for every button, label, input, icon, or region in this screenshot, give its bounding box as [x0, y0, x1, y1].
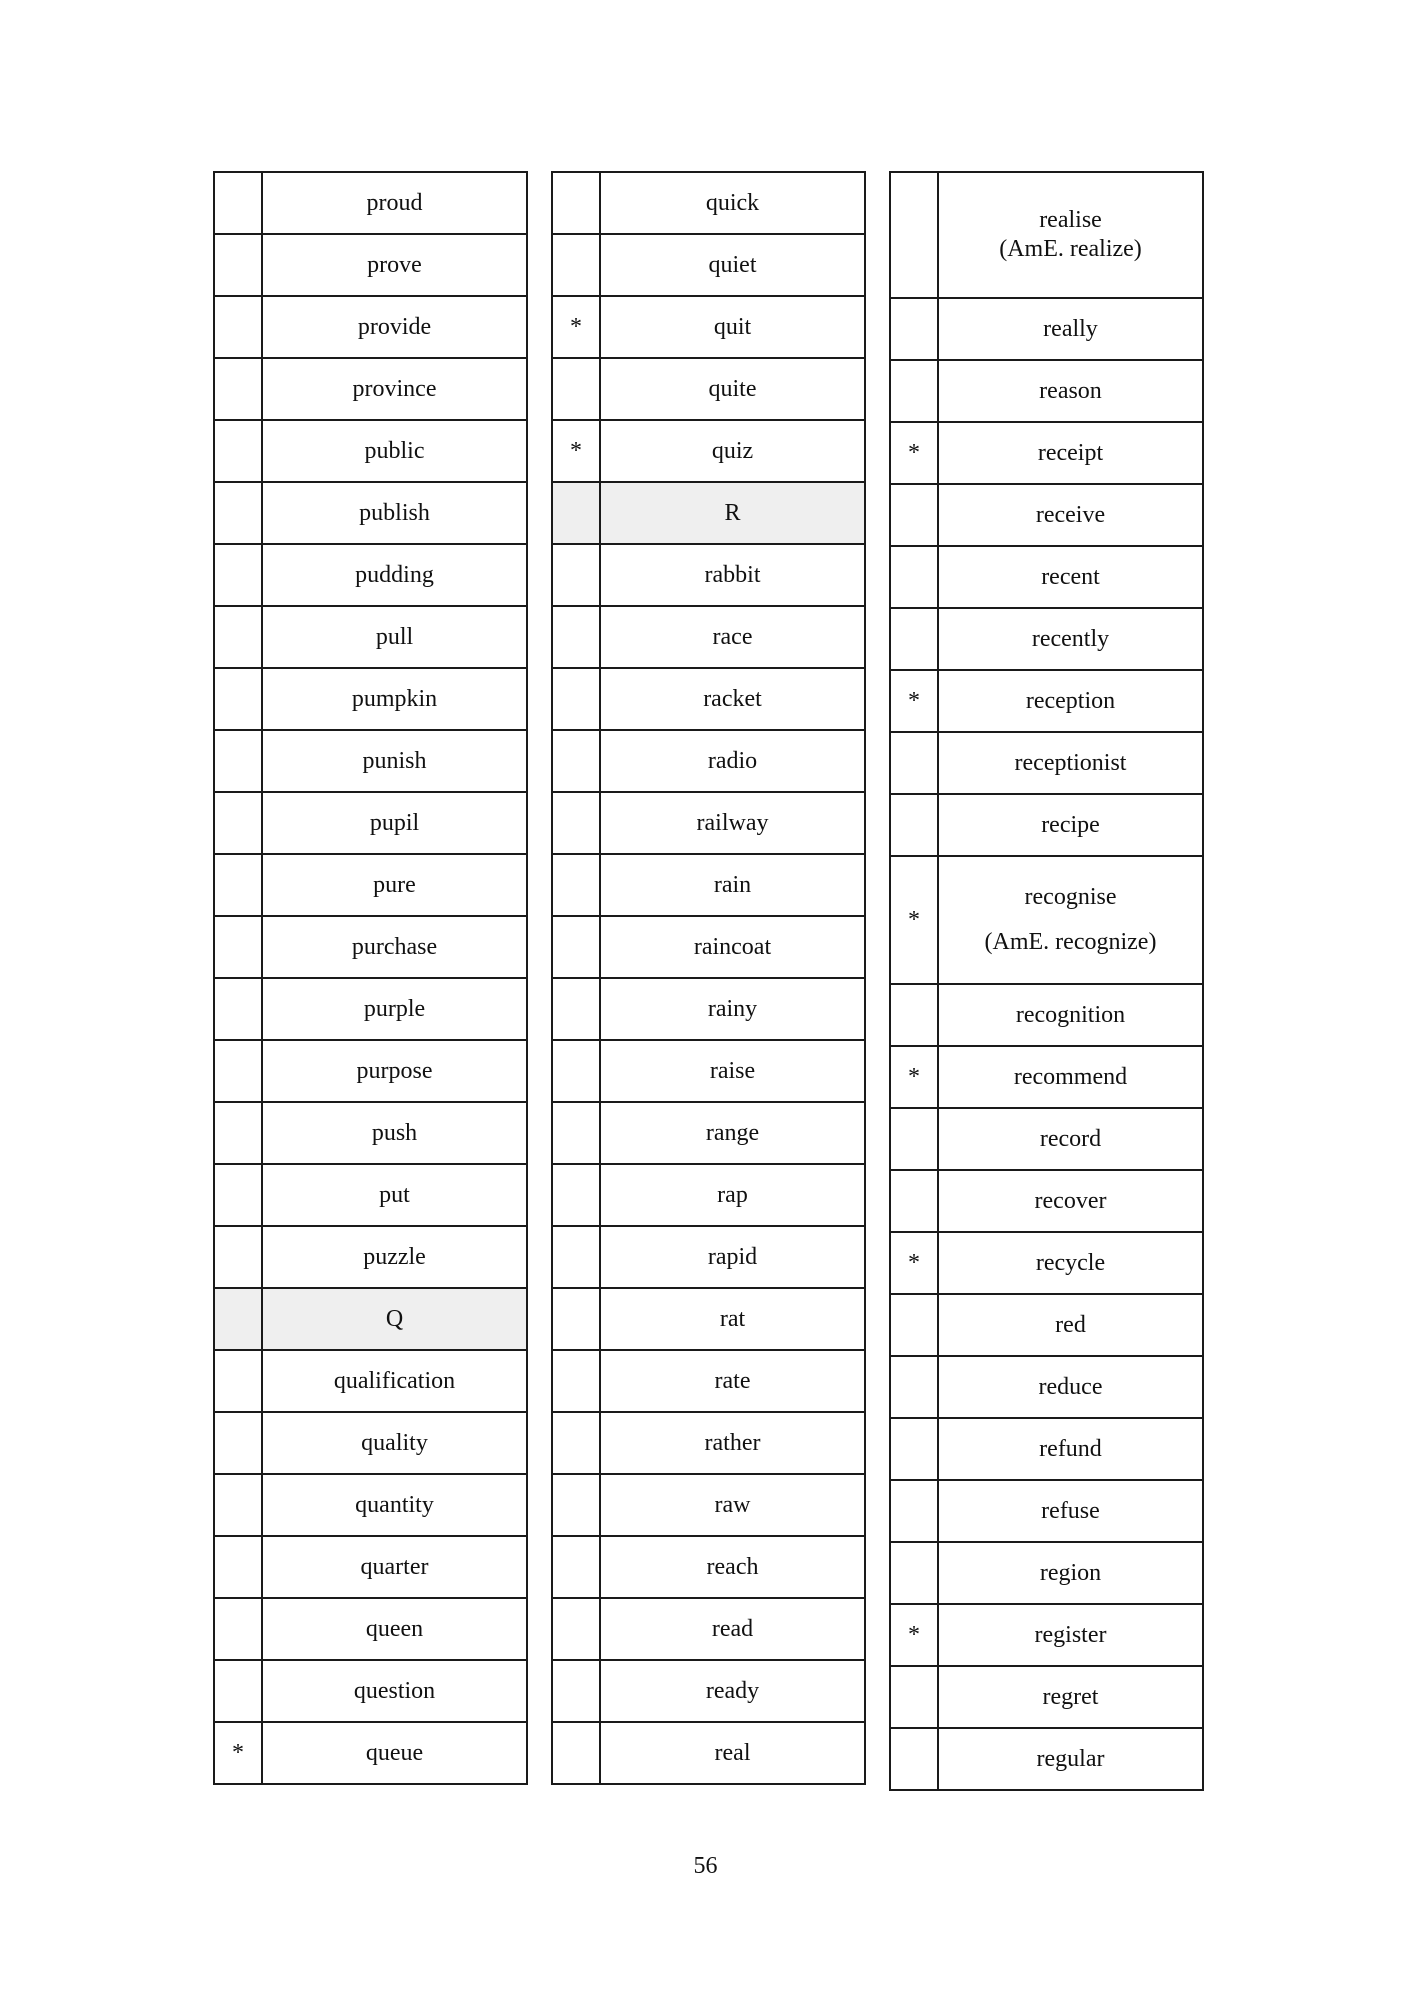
mark-cell — [214, 296, 262, 358]
word-cell: rather — [600, 1412, 865, 1474]
table-row — [552, 1102, 865, 1164]
mark-cell — [890, 1108, 938, 1170]
word-cell: rapid — [600, 1226, 865, 1288]
mark-cell — [890, 1728, 938, 1790]
word-cell: raise — [600, 1040, 865, 1102]
mark-cell — [214, 1598, 262, 1660]
mark-cell — [890, 484, 938, 546]
table-row — [552, 544, 865, 606]
word-cell: question — [262, 1660, 527, 1722]
mark-cell — [552, 358, 600, 420]
word-cell: prove — [262, 234, 527, 296]
mark-cell — [214, 1660, 262, 1722]
mark-cell — [214, 1288, 262, 1350]
table-row — [890, 1728, 1203, 1790]
table-row — [214, 792, 527, 854]
mark-cell — [890, 732, 938, 794]
word-cell: rate — [600, 1350, 865, 1412]
mark-cell — [890, 1294, 938, 1356]
word-cell: recommend — [938, 1046, 1203, 1108]
mark-cell: * — [552, 420, 600, 482]
mark-cell — [552, 1164, 600, 1226]
letter-header-row — [214, 1288, 527, 1350]
mark-cell: * — [890, 1232, 938, 1294]
word-cell: push — [262, 1102, 527, 1164]
word-text: recognise — [1024, 884, 1117, 911]
mark-cell — [552, 1722, 600, 1784]
table-row — [214, 1102, 527, 1164]
word-cell: raincoat — [600, 916, 865, 978]
word-table-column-2 — [551, 171, 866, 1785]
table-row — [214, 668, 527, 730]
table-row — [214, 1226, 527, 1288]
word-cell: receptionist — [938, 732, 1203, 794]
mark-cell — [552, 1288, 600, 1350]
word-cell: province — [262, 358, 527, 420]
mark-cell — [552, 792, 600, 854]
word-cell: publish — [262, 482, 527, 544]
table-row — [552, 1412, 865, 1474]
mark-cell — [214, 730, 262, 792]
word-cell: range — [600, 1102, 865, 1164]
table-row — [890, 484, 1203, 546]
mark-cell — [552, 1350, 600, 1412]
word-cell: railway — [600, 792, 865, 854]
mark-cell — [552, 730, 600, 792]
word-cell: queen — [262, 1598, 527, 1660]
table-row — [890, 1232, 1203, 1294]
table-row — [214, 730, 527, 792]
table-row — [214, 916, 527, 978]
mark-cell — [890, 1356, 938, 1418]
mark-cell — [214, 358, 262, 420]
table-row — [214, 1660, 527, 1722]
mark-cell — [890, 984, 938, 1046]
mark-cell — [214, 1412, 262, 1474]
word-table-column-1 — [213, 171, 528, 1785]
mark-cell — [552, 1598, 600, 1660]
mark-cell: * — [890, 1046, 938, 1108]
letter-header-cell: Q — [262, 1288, 527, 1350]
mark-cell — [890, 608, 938, 670]
word-cell: regular — [938, 1728, 1203, 1790]
mark-cell: * — [890, 856, 938, 984]
word-cell: quantity — [262, 1474, 527, 1536]
mark-cell — [552, 1660, 600, 1722]
page-number: 56 — [693, 1853, 718, 1879]
word-cell: puzzle — [262, 1226, 527, 1288]
word-cell: reception — [938, 670, 1203, 732]
table-row — [552, 1164, 865, 1226]
word-cell: rainy — [600, 978, 865, 1040]
table-row — [552, 792, 865, 854]
word-cell: reduce — [938, 1356, 1203, 1418]
mark-cell — [214, 1536, 262, 1598]
word-cell: rap — [600, 1164, 865, 1226]
table-row — [552, 1660, 865, 1722]
mark-cell — [890, 794, 938, 856]
mark-cell — [552, 1226, 600, 1288]
mark-cell — [214, 854, 262, 916]
table-row — [214, 172, 527, 234]
table-row — [214, 1536, 527, 1598]
mark-cell — [214, 978, 262, 1040]
word-cell: region — [938, 1542, 1203, 1604]
mark-cell — [890, 172, 938, 298]
mark-cell — [214, 172, 262, 234]
table-row — [890, 984, 1203, 1046]
word-cell: qualification — [262, 1350, 527, 1412]
mark-cell — [890, 360, 938, 422]
word-cell: recipe — [938, 794, 1203, 856]
mark-cell — [552, 1536, 600, 1598]
mark-cell — [214, 544, 262, 606]
mark-cell — [552, 1474, 600, 1536]
mark-cell — [890, 298, 938, 360]
table-row — [890, 1542, 1203, 1604]
mark-cell: * — [890, 1604, 938, 1666]
table-row — [552, 358, 865, 420]
word-variant: (AmE. recognize) — [984, 929, 1157, 955]
table-row — [890, 732, 1203, 794]
table-row — [890, 1356, 1203, 1418]
mark-cell: * — [890, 422, 938, 484]
word-cell: real — [600, 1722, 865, 1784]
table-row — [552, 1598, 865, 1660]
table-row — [890, 1418, 1203, 1480]
word-cell: purchase — [262, 916, 527, 978]
table-row — [552, 730, 865, 792]
table-row — [552, 1288, 865, 1350]
table-row — [552, 916, 865, 978]
table-row — [890, 794, 1203, 856]
word-cell: regret — [938, 1666, 1203, 1728]
word-cell: read — [600, 1598, 865, 1660]
word-cell: quiz — [600, 420, 865, 482]
mark-cell — [214, 482, 262, 544]
word-cell: really — [938, 298, 1203, 360]
word-cell: rabbit — [600, 544, 865, 606]
mark-cell — [552, 544, 600, 606]
word-text: realise — [1039, 207, 1102, 234]
word-cell: race — [600, 606, 865, 668]
table-row — [890, 360, 1203, 422]
table-row — [214, 296, 527, 358]
table-row — [552, 1040, 865, 1102]
word-cell: recently — [938, 608, 1203, 670]
table-row — [890, 1604, 1203, 1666]
word-cell: quality — [262, 1412, 527, 1474]
word-cell: radio — [600, 730, 865, 792]
table-row — [552, 296, 865, 358]
table-row — [552, 1350, 865, 1412]
word-cell: quarter — [262, 1536, 527, 1598]
table-row — [552, 172, 865, 234]
word-variant: (AmE. realize) — [999, 236, 1142, 262]
mark-cell — [214, 916, 262, 978]
mark-cell — [552, 668, 600, 730]
word-cell: public — [262, 420, 527, 482]
word-cell: racket — [600, 668, 865, 730]
word-cell: receipt — [938, 422, 1203, 484]
mark-cell — [552, 854, 600, 916]
table-row — [552, 854, 865, 916]
table-row — [214, 1412, 527, 1474]
table-row — [552, 1226, 865, 1288]
table-row — [890, 422, 1203, 484]
word-cell: refund — [938, 1418, 1203, 1480]
mark-cell — [214, 1040, 262, 1102]
word-cell: receive — [938, 484, 1203, 546]
mark-cell — [552, 606, 600, 668]
mark-cell — [214, 1102, 262, 1164]
mark-cell — [552, 916, 600, 978]
word-cell: quiet — [600, 234, 865, 296]
word-cell: red — [938, 1294, 1203, 1356]
word-cell: pure — [262, 854, 527, 916]
word-cell: quick — [600, 172, 865, 234]
word-cell: provide — [262, 296, 527, 358]
mark-cell — [890, 1666, 938, 1728]
table-row — [890, 1666, 1203, 1728]
word-cell: recognition — [938, 984, 1203, 1046]
word-cell: reach — [600, 1536, 865, 1598]
mark-cell — [890, 546, 938, 608]
word-cell: register — [938, 1604, 1203, 1666]
table-row — [552, 420, 865, 482]
table-row — [552, 234, 865, 296]
word-cell: raw — [600, 1474, 865, 1536]
word-cell: proud — [262, 172, 527, 234]
table-row — [552, 668, 865, 730]
table-row — [214, 358, 527, 420]
table-row — [214, 1722, 527, 1784]
table-row — [552, 978, 865, 1040]
letter-header-row — [552, 482, 865, 544]
word-cell: queue — [262, 1722, 527, 1784]
mark-cell — [552, 1102, 600, 1164]
table-row — [214, 854, 527, 916]
mark-cell — [214, 668, 262, 730]
table-row — [214, 1350, 527, 1412]
table-row — [214, 1598, 527, 1660]
word-cell: pumpkin — [262, 668, 527, 730]
table-row — [890, 1108, 1203, 1170]
word-cell: quite — [600, 358, 865, 420]
word-cell — [938, 172, 1203, 298]
mark-cell — [214, 1350, 262, 1412]
table-row — [890, 546, 1203, 608]
mark-cell — [214, 420, 262, 482]
table-row — [214, 1164, 527, 1226]
mark-cell: * — [552, 296, 600, 358]
word-cell: ready — [600, 1660, 865, 1722]
word-cell: reason — [938, 360, 1203, 422]
mark-cell — [552, 234, 600, 296]
mark-cell — [890, 1170, 938, 1232]
table-row — [552, 1536, 865, 1598]
table-row — [214, 978, 527, 1040]
table-row — [552, 606, 865, 668]
word-cell: rain — [600, 854, 865, 916]
word-cell: put — [262, 1164, 527, 1226]
mark-cell — [214, 234, 262, 296]
table-row — [890, 608, 1203, 670]
word-cell: purple — [262, 978, 527, 1040]
table-row — [214, 606, 527, 668]
letter-header-cell: R — [600, 482, 865, 544]
word-cell: recent — [938, 546, 1203, 608]
word-cell: pupil — [262, 792, 527, 854]
mark-cell — [214, 1164, 262, 1226]
mark-cell — [214, 1226, 262, 1288]
table-row — [890, 670, 1203, 732]
word-cell: punish — [262, 730, 527, 792]
table-row — [214, 234, 527, 296]
word-cell: recover — [938, 1170, 1203, 1232]
mark-cell — [890, 1480, 938, 1542]
word-cell: purpose — [262, 1040, 527, 1102]
word-table-column-3 — [889, 171, 1204, 1791]
word-cell: quit — [600, 296, 865, 358]
mark-cell — [552, 482, 600, 544]
mark-cell — [552, 1040, 600, 1102]
word-cell: pudding — [262, 544, 527, 606]
mark-cell — [214, 1474, 262, 1536]
mark-cell — [552, 978, 600, 1040]
table-row — [214, 1040, 527, 1102]
word-cell: refuse — [938, 1480, 1203, 1542]
table-row — [214, 482, 527, 544]
table-row — [552, 1722, 865, 1784]
table-row — [214, 1474, 527, 1536]
word-cell: record — [938, 1108, 1203, 1170]
table-row — [890, 298, 1203, 360]
table-row — [552, 1474, 865, 1536]
table-row — [890, 1046, 1203, 1108]
mark-cell — [890, 1542, 938, 1604]
table-row — [890, 1480, 1203, 1542]
mark-cell — [214, 792, 262, 854]
table-row — [890, 172, 1203, 298]
table-row — [214, 420, 527, 482]
mark-cell: * — [890, 670, 938, 732]
table-row — [214, 544, 527, 606]
mark-cell — [214, 606, 262, 668]
table-row — [890, 1294, 1203, 1356]
table-row — [890, 856, 1203, 984]
table-row — [890, 1170, 1203, 1232]
mark-cell — [552, 172, 600, 234]
word-cell — [938, 856, 1203, 984]
mark-cell: * — [214, 1722, 262, 1784]
mark-cell — [552, 1412, 600, 1474]
word-cell: rat — [600, 1288, 865, 1350]
word-cell: recycle — [938, 1232, 1203, 1294]
mark-cell — [890, 1418, 938, 1480]
word-cell: pull — [262, 606, 527, 668]
